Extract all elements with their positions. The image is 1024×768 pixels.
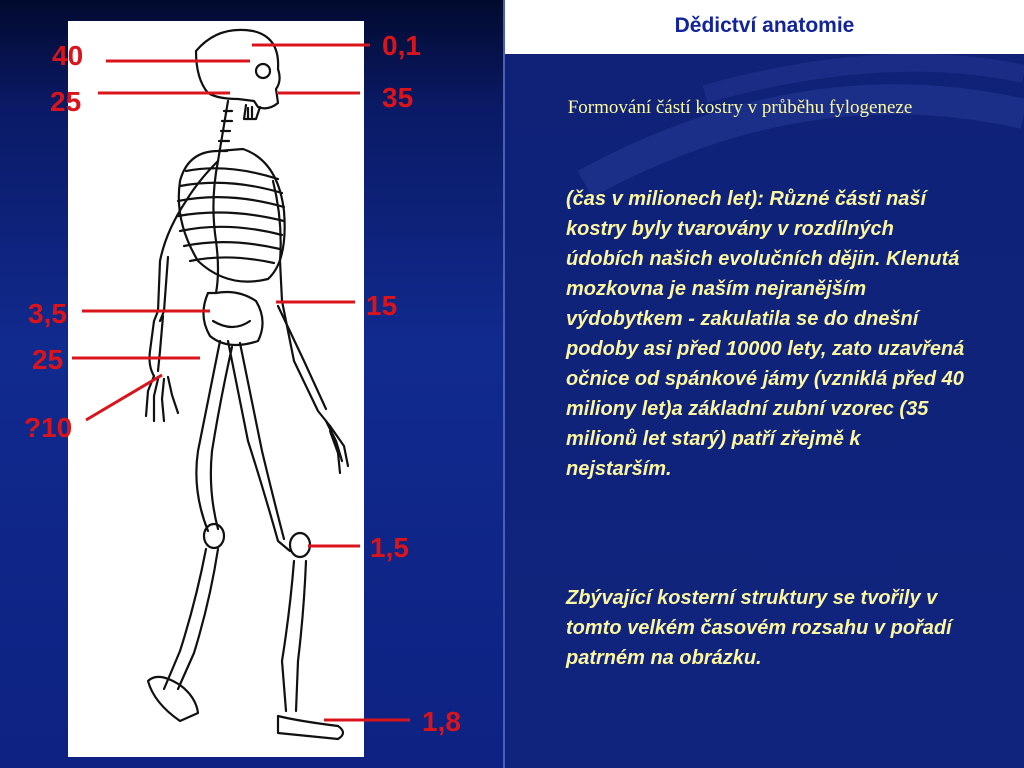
label-jaw: 35 bbox=[382, 82, 414, 113]
paragraph-main: (čas v milionech let): Různé části naší kostry byly tvarovány v rozdílných údobích našich evolučních dějin. Klenutá mozkovna je naším nejranějším výdobytkem - zakulatila se do dnešní podoby asi před 10000 lety, zato uzavřená očnice od spánkové jámy (vzniklá před 40 miliony let)a základní zubní vzorec (35 milionů let starý) patří zřejmě k nejstarším. bbox=[566, 188, 965, 480]
label-foot: 1,8 bbox=[422, 706, 461, 737]
label-wrist: 3,5 bbox=[28, 298, 67, 329]
label-hand: 25 bbox=[32, 344, 64, 375]
leader-fingers bbox=[86, 375, 162, 420]
paragraph-remaining: Zbývající kosterní struktury se tvořily v tomto velkém časovém rozsahu v pořadí patrném na obrázku. bbox=[566, 587, 952, 669]
subtitle: Formování částí kostry v průběhu fylogeneze bbox=[567, 97, 913, 118]
label-knee: 1,5 bbox=[370, 532, 409, 563]
label-fingers: ?10 bbox=[24, 412, 73, 443]
label-pelvis: 15 bbox=[366, 290, 398, 321]
label-neck: 25 bbox=[50, 86, 82, 117]
label-skull-back: 40 bbox=[52, 40, 84, 71]
page-title: Dědictví anatomie bbox=[674, 14, 855, 37]
label-skull-top: 0,1 bbox=[382, 30, 421, 61]
